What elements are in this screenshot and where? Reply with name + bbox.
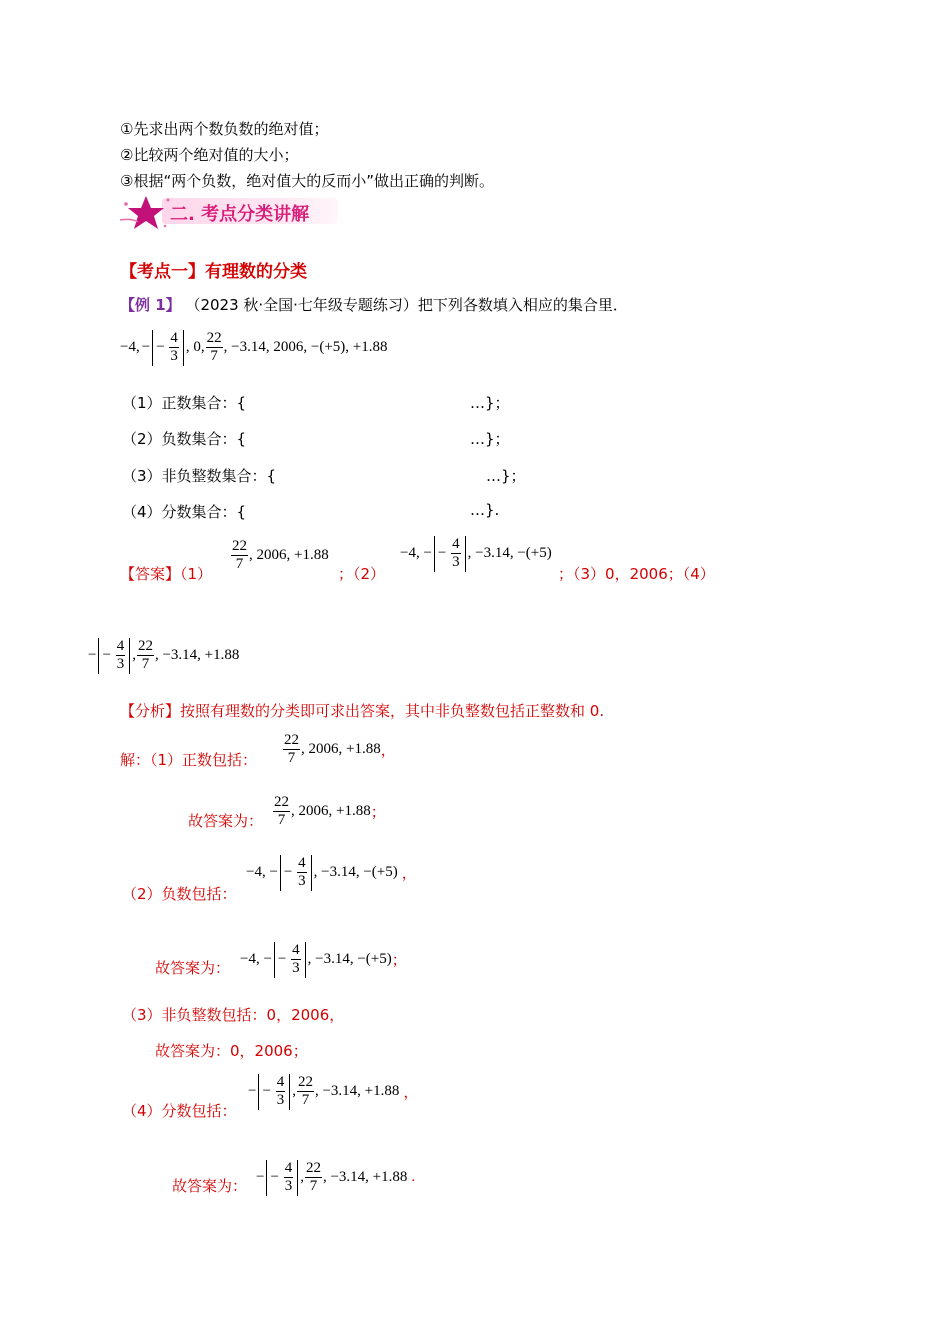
num-neg4: −4,: [120, 339, 140, 356]
frac-num: 22: [273, 794, 290, 812]
frac-num: 22: [137, 638, 154, 656]
blank-negative-end: …}；: [470, 430, 510, 448]
banner-title: 二. 考点分类讲解: [170, 204, 310, 225]
abs-neg-sign: −: [102, 647, 111, 664]
solution-2-answer-rest: , −3.14, −(+5): [307, 951, 392, 968]
blank-positive-end: …}；: [470, 394, 510, 412]
number-list: [120, 330, 387, 366]
frac-den: 7: [210, 348, 218, 365]
example-line: [120, 294, 628, 315]
solution-2-set: [246, 855, 417, 891]
answer-frac-rest: , −3.14, +1.88: [154, 647, 240, 664]
frac-den: 3: [276, 1092, 285, 1109]
frac-num: 4: [297, 855, 307, 873]
fraction-4-3: [297, 855, 307, 891]
solution-4-answer-rest: , −3.14, +1.88: [322, 1169, 408, 1186]
abs-value: [98, 638, 130, 674]
step-3: ③根据“两个负数，绝对值大的反而小”做出正确的判断。: [120, 172, 494, 190]
blank-fraction-label: （4）分数集合：{: [122, 503, 247, 521]
frac-num: 4: [451, 536, 461, 554]
abs-neg-sign: −: [270, 1169, 279, 1186]
frac-num: 4: [284, 1160, 294, 1178]
frac-den: 7: [287, 750, 296, 767]
abs-neg-sign: −: [262, 1083, 271, 1100]
abs-neg-sign: −: [437, 545, 447, 562]
frac-den: 7: [235, 556, 244, 573]
solution-4-label: （4）分数包括：: [122, 1102, 237, 1120]
solution-1-set: [282, 732, 396, 768]
frac-den: 7: [277, 812, 286, 829]
fraction-22-7: [206, 330, 223, 366]
solution-4-answer-end: .: [411, 1169, 416, 1186]
frac-num: 22: [283, 732, 300, 750]
answer-sep1: ；（2）: [338, 565, 386, 583]
frac-den: 7: [301, 1092, 310, 1109]
answer-part3: ；（3）0，2006；（4）: [558, 565, 715, 583]
frac-den: 7: [309, 1178, 318, 1195]
solution-3-answer: 故答案为：0，2006；: [155, 1042, 308, 1060]
frac-den: 3: [284, 1178, 293, 1195]
abs-neg-sign: −: [156, 339, 165, 356]
solution-2-label: （2）负数包括：: [122, 885, 237, 903]
analysis-text: 按照有理数的分类即可求出答案，其中非负整数包括正整数和 0.: [180, 702, 605, 720]
frac-num: 22: [231, 538, 248, 556]
fraction-22-7: [137, 638, 154, 674]
answer-positive-set: [230, 538, 329, 574]
fraction-4-3: [284, 1160, 294, 1196]
answer-frac-prefix: −: [88, 647, 97, 664]
solution-1-label: 解：（1）正数包括：: [120, 751, 258, 769]
solution-4-set: − − $\frac{4}{3}$ , $\frac{22}{7}$ , −3.14, +1.88 ，: [248, 1074, 419, 1109]
abs-value: [434, 536, 466, 572]
fraction-22-7: [297, 1074, 314, 1110]
frac-num: 22: [206, 330, 223, 348]
step-1: ①先求出两个数负数的绝对值；: [120, 120, 329, 138]
solution-2-answer-set: [240, 942, 407, 978]
solution-1-answer-rest: , 2006, +1.88: [291, 803, 371, 820]
abs-neg-sign: −: [283, 864, 293, 881]
example-label: 【例 1】: [120, 296, 181, 314]
frac-den: 3: [292, 960, 300, 977]
abs-value: [152, 330, 184, 366]
solution-4-end: ，: [403, 1085, 419, 1102]
frac-num: 22: [297, 1074, 314, 1092]
fraction-22-7: [283, 732, 300, 768]
num-zero: , 0,: [185, 339, 205, 356]
solution-4-answer-prefix: −: [256, 1169, 265, 1186]
solution-4-prefix: −: [248, 1083, 257, 1100]
num-neg-sign: −: [141, 339, 151, 356]
solution-2-answer-label: 故答案为：: [155, 959, 231, 977]
section-banner: [118, 194, 338, 228]
step-2: ②比较两个绝对值的大小；: [120, 146, 299, 164]
solution-2-answer-prefix: −4, −: [240, 951, 272, 968]
frac-den: 3: [298, 873, 306, 890]
fraction-22-7: [273, 794, 290, 830]
blank-positive-label: （1）正数集合：{: [122, 394, 247, 412]
frac-den: 7: [141, 656, 150, 673]
blank-negative-label: （2）负数集合：{: [122, 430, 247, 448]
frac-num: 4: [276, 1074, 286, 1092]
solution-4-answer-set: − − $\frac{4}{3}$ , $\frac{22}{7}$ , −3.14, +1.88 .: [256, 1160, 416, 1195]
fraction-4-3: [291, 942, 301, 978]
analysis-label: 【分析】: [120, 702, 181, 720]
analysis-line: [120, 700, 604, 721]
answer-pos-rest: , 2006, +1.88: [249, 547, 329, 564]
fraction-4-3: [116, 638, 126, 674]
example-text: （2023 秋·全国·七年级专题练习）把下列各数填入相应的集合里．: [185, 296, 628, 314]
fraction-4-3: [169, 330, 179, 366]
blank-fraction-end: …}.: [470, 501, 500, 519]
frac-num: 22: [305, 1160, 322, 1178]
solution-1-answer-set: [272, 794, 386, 830]
solution-2-answer-end: ；: [391, 953, 407, 970]
solution-2-rest: , −3.14, −(+5): [313, 864, 398, 881]
abs-value: [258, 1074, 290, 1110]
answer-neg-rest: , −3.14, −(+5): [467, 545, 552, 562]
fraction-4-3: [276, 1074, 286, 1110]
star-icon: [118, 192, 178, 232]
fraction-22-7: [305, 1160, 322, 1196]
solution-1-end: ，: [380, 743, 396, 760]
blank-nonneg-int-label: （3）非负整数集合：{: [122, 467, 277, 485]
solution-2-end: ，: [401, 866, 417, 883]
num-rest: , −3.14, 2006, −(+5), +1.88: [223, 339, 388, 356]
solution-2-prefix: −4, −: [246, 864, 278, 881]
solution-4-answer-label: 故答案为：: [172, 1177, 248, 1195]
frac-num: 4: [116, 638, 126, 656]
solution-1-rest: , 2006, +1.88: [301, 741, 381, 758]
solution-4-rest: , −3.14, +1.88: [314, 1083, 400, 1100]
solution-1-answer-end: ；: [370, 805, 386, 822]
abs-value: [266, 1160, 298, 1196]
blank-nonneg-int-end: …}；: [486, 467, 526, 485]
frac-den: 3: [170, 348, 178, 365]
fraction-4-3: [451, 536, 461, 572]
answer-fraction-set: − − $\frac{4}{3}$ , $\frac{22}{7}$ , −3.14, +1.88: [88, 638, 240, 673]
abs-value: [274, 942, 306, 978]
abs-value: [280, 855, 312, 891]
answer-negative-set: [400, 536, 552, 572]
fraction-22-7: [231, 538, 248, 574]
section-title: 【考点一】有理数的分类: [120, 262, 307, 282]
frac-den: 3: [452, 554, 460, 571]
answer-neg-prefix: −4, −: [400, 545, 432, 562]
frac-den: 3: [116, 656, 125, 673]
frac-num: 4: [291, 942, 301, 960]
frac-num: 4: [169, 330, 179, 348]
abs-neg-sign: −: [277, 951, 287, 968]
answer-label: 【答案】（1）: [120, 565, 213, 583]
solution-1-answer-label: 故答案为：: [188, 812, 264, 830]
solution-3-label: （3）非负整数包括：0，2006，: [122, 1006, 345, 1024]
